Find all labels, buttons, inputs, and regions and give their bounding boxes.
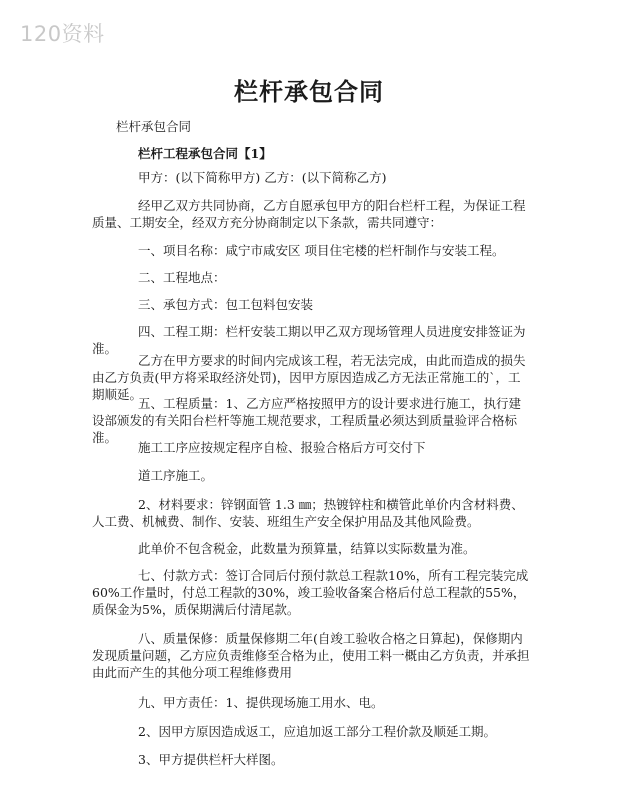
- paragraph-party-a-duty-3: 3、甲方提供栏杆大样图。: [138, 752, 284, 767]
- paragraph-procedure: 施工工序应按规定程序自检、报验合格后方可交付下: [138, 440, 426, 455]
- paragraph-warranty: 八、质量保修：质量保修期二年(自竣工验收合格之日算起)，保修期内发现质量问题，乙方应负责维修至合格为止，使用工料一概由乙方负责，并承担由此而产生的其他分项工程维修费用: [92, 631, 530, 680]
- watermark-logo: 120资料: [20, 22, 105, 46]
- document-subtitle: 栏杆承包合同: [116, 119, 192, 134]
- paragraph-materials: 2、材料要求：锌钢面管 1.3 ㎜；热镀锌柱和横管此单价内含材料费、人工费、机械费、制作、安装、班组生产安全保护用品及其他风险费。: [92, 497, 524, 529]
- paragraph-pricing-note: 此单价不包含税金，此数量为预算量，结算以实际数量为准。: [138, 541, 476, 556]
- paragraph-intro: 经甲乙双方共同协商，乙方自愿承包甲方的阳台栏杆工程，为保证工程质量、工期安全，经双方充分协商制定以下条款，需共同遵守：: [92, 198, 526, 230]
- paragraph-party-a-duty-2: 2、因甲方原因造成返工，应追加返工部分工程价款及顺延工期。: [138, 724, 496, 739]
- paragraph-quality: 五、工程质量：1、乙方应严格按照甲方的设计要求进行施工，执行建设部颁发的有关阳台栏杆等施工规范要求，工程质量必须达到质量验评合格标准。: [92, 396, 521, 445]
- paragraph-payment: 七、付款方式：签订合同后付预付款总工程款10%，所有工程完装完成60%工作量时，付总工程款的30%，竣工验收备案合格后付总工程款的55%，质保金为5%，质保期满后付清尾款。: [92, 568, 529, 617]
- document-title: 栏杆承包合同: [234, 77, 384, 106]
- paragraph-delay-terms: 乙方在甲方要求的时间内完成该工程，若无法完成，由此而造成的损失由乙方负责(甲方将采取经济处罚)，因甲方原因造成乙方无法正常施工的`，工期顺延。: [92, 353, 526, 402]
- paragraph-parties: 甲方：(以下简称甲方) 乙方：(以下简称乙方): [138, 170, 387, 185]
- paragraph-party-a-duty-1: 九、甲方责任：1、提供现场施工用水、电。: [138, 695, 384, 710]
- paragraph-procedure-cont: 道工序施工。: [138, 468, 214, 483]
- paragraph-location: 二、工程地点：: [138, 270, 226, 285]
- paragraph-project-name: 一、项目名称：咸宁市咸安区 项目住宅楼的栏杆制作与安装工程。: [138, 243, 505, 258]
- section-heading: 栏杆工程承包合同【1】: [138, 146, 272, 161]
- paragraph-contract-mode: 三、承包方式：包工包料包安装: [138, 297, 314, 312]
- paragraph-schedule: 四、工程工期：栏杆安装工期以甲乙双方现场管理人员进度安排签证为准。: [92, 324, 526, 356]
